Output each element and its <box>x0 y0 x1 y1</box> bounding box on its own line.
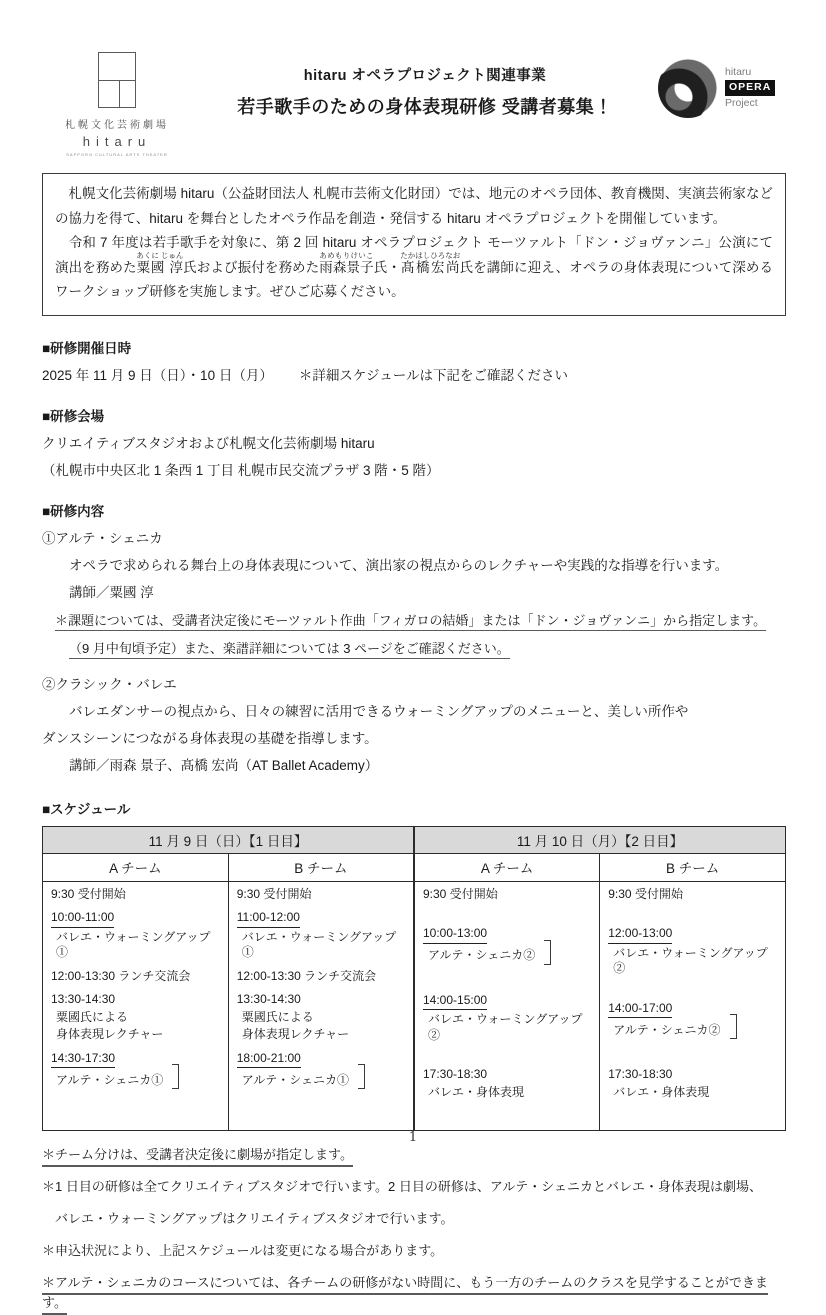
intro-box <box>42 173 786 316</box>
d1b-slot-lunch: 12:00-13:30 ランチ交流会 <box>236 968 377 983</box>
content-item2-desc2: ダンスシーンにつながる身体表現の基礎を指導します。 <box>42 730 378 746</box>
ruby-amemori-keiko: 雨森景子あめもりけいこ <box>319 250 374 275</box>
page-title: 若手歌手のための身体表現研修 受講者募集！ <box>237 97 613 117</box>
d2a-slot-ballet: 17:30-18:30 バレエ・身体表現 <box>423 1067 525 1099</box>
d2a-slot-arte: 10:00-13:00 アルテ・シェニカ② <box>423 926 593 969</box>
footnotes <box>42 1145 786 1313</box>
schedule-cell-day1-team-a <box>43 881 229 1131</box>
ruby-aguni-jun: 粟國 淳あくに じゅん <box>136 250 184 275</box>
d1b-slot-warmup: 11:00-12:00 バレエ・ウォーミングアップ① <box>236 910 397 959</box>
section-heading-datetime: ■研修開催日時 <box>42 340 132 356</box>
day1-header: 11 月 9 日（日）【1 日目】 <box>43 826 415 853</box>
d1b-slot-lecture: 13:30-14:30 粟國氏による 身体表現レクチャー <box>236 992 350 1041</box>
theater-subtitle: SAPPORO CULTURAL ARTS THEATER <box>66 152 168 157</box>
intro-paragraph-1: 札幌文化芸術劇場 hitaru（公益財団法人 札幌市芸術文化財団）では、地元のオペラ団体、教育機関、実演芸術家などの協力を得て、hitaru を舞台としたオペラ作品を創造・発信する hitaru オペラプロジェクトを開催しています。 <box>55 186 773 226</box>
schedule-team-header-row <box>43 853 786 881</box>
opera-ring-icon <box>658 58 718 118</box>
footnote-1: ＊チーム分けは、受講者決定後に劇場が指定します。 <box>42 1145 786 1165</box>
content-item1-desc: オペラで求められる舞台上の身体表現について、演出家の視点からのレクチャーや実践的な指導を行います。 <box>69 557 729 573</box>
hitaru-theater-logo <box>42 50 192 157</box>
theater-name: 札幌文化芸術劇場 <box>65 120 169 131</box>
d1b-reception: 9:30 受付開始 <box>236 886 312 901</box>
page-number: 1 <box>408 1130 418 1145</box>
d2a-reception: 9:30 受付開始 <box>423 886 498 901</box>
intro-p2-seg4: 氏を講師に迎え、オペラの身体表現について深めるワークショップ研修を実施します。ぜひご応募ください。 <box>55 259 774 299</box>
content-item2-desc1: バレエダンサーの視点から、日々の練習に活用できるウォーミングアップのメニューと、美しい所作や <box>69 703 689 719</box>
section-heading-venue: ■研修会場 <box>42 408 105 424</box>
content-item2-instructor: 講師／雨森 景子、髙橋 宏尚（AT Ballet Academy） <box>69 757 379 773</box>
d2b-reception: 9:30 受付開始 <box>608 886 683 901</box>
schedule-table <box>42 826 786 1132</box>
content-item1-note1: ＊課題については、受講者決定後にモーツァルト作曲「フィガロの結婚」または「ドン・ジョヴァンニ」から指定します。 <box>42 610 786 629</box>
footnote-3: ＊申込状況により、上記スケジュールは変更になる場合があります。 <box>42 1243 444 1258</box>
d2b-slot-warmup: 12:00-13:00 バレエ・ウォーミングアップ② <box>608 926 768 975</box>
project-line: hitaru オペラプロジェクト関連事業 <box>303 68 547 84</box>
title-block <box>192 50 658 119</box>
d1a-slot-lecture: 13:30-14:30 粟國氏による 身体表現レクチャー <box>51 992 164 1041</box>
group-bracket <box>544 940 551 965</box>
footnote-2b: バレエ・ウォーミングアップはクリエイティブスタジオで行います。 <box>55 1211 454 1226</box>
footnote-2: ＊1 日目の研修は全てクリエイティブスタジオで行います。2 日目の研修は、アルテ・シェニカとバレエ・身体表現は劇場、 <box>42 1179 763 1194</box>
d1a-slot-lunch: 12:00-13:30 ランチ交流会 <box>51 968 191 983</box>
header <box>42 50 786 157</box>
datetime-line <box>42 364 786 384</box>
theater-logo-icon <box>98 52 136 108</box>
group-bracket <box>730 1014 737 1039</box>
day2-team-b-header: B チーム <box>600 853 786 881</box>
group-bracket <box>358 1064 365 1089</box>
day1-team-b-header: B チーム <box>228 853 414 881</box>
schedule-day-header-row <box>43 826 786 853</box>
content-item2-title: ②クラシック・バレエ <box>42 676 177 692</box>
content-item1-note2: （9 月中旬頃予定）また、楽譜詳細については 3 ページをご確認ください。 <box>42 638 786 657</box>
section-heading-content: ■研修内容 <box>42 503 105 519</box>
schedule-cell-day2-team-a <box>414 881 600 1131</box>
d1b-slot-arte: 18:00-21:00 アルテ・シェニカ① <box>237 1051 407 1094</box>
opera-logo-text <box>725 66 775 109</box>
intro-p2-seg2: 氏および振付を務めた <box>183 259 320 275</box>
intro-p2-seg3: 氏・ <box>373 259 401 275</box>
d2a-slot-warmup: 14:00-15:00 バレエ・ウォーミングアップ② <box>423 992 583 1042</box>
d1a-slot-arte: 14:30-17:30 アルテ・シェニカ① <box>51 1051 222 1094</box>
day2-team-a-header: A チーム <box>414 853 600 881</box>
theater-romaji: hitaru <box>82 134 152 149</box>
datetime-note: ＊詳細スケジュールは下記をご確認ください <box>298 367 569 383</box>
group-bracket <box>172 1064 179 1089</box>
d2b-slot-ballet: 17:30-18:30 バレエ・身体表現 <box>608 1067 710 1099</box>
intro-paragraph-2 <box>55 231 773 305</box>
d1a-slot-warmup: 10:00-11:00 バレエ・ウォーミングアップ① <box>51 910 211 959</box>
ruby-takahashi-hironao: 髙橋宏尚たかはしひろなお <box>400 250 461 275</box>
opera-logo-line1: hitaru <box>725 66 752 79</box>
training-date: 2025 年 11 月 9 日（日）・10 日（月） <box>42 367 273 383</box>
schedule-cell-day2-team-b <box>600 881 786 1131</box>
footnote-4: ＊アルテ・シェニカのコースについては、各チームの研修がない時間に、もう一方のチームのクラスを見学することができます。 <box>42 1273 786 1313</box>
content-item1-instructor: 講師／粟國 淳 <box>69 584 154 600</box>
schedule-body-row <box>43 881 786 1131</box>
opera-logo-line3: Project <box>725 96 758 109</box>
opera-logo-badge: OPERA <box>725 80 775 95</box>
opera-project-logo <box>658 50 786 118</box>
day2-header: 11 月 10 日（月）【2 日目】 <box>414 826 786 853</box>
d2b-slot-arte: 14:00-17:00 アルテ・シェニカ② <box>608 1001 779 1044</box>
section-heading-schedule: ■スケジュール <box>42 801 131 817</box>
schedule-cell-day1-team-b <box>228 881 414 1131</box>
venue-line2: （札幌市中央区北 1 条西 1 丁目 札幌市民交流プラザ 3 階・5 階） <box>42 462 440 478</box>
intro-p2-seg1: 令和 7 年度は若手歌手を対象に、第 2 回 hitaru オペラプロジェクト モーツァルト「ドン・ジョヴァンニ」公演にて演出を務めた <box>55 235 773 275</box>
content-item1-title: ①アルテ・シェニカ <box>42 530 163 546</box>
day1-team-a-header: A チーム <box>43 853 229 881</box>
d1a-reception: 9:30 受付開始 <box>51 886 126 901</box>
venue-line1: クリエイティブスタジオおよび札幌文化芸術劇場 hitaru <box>42 435 375 451</box>
